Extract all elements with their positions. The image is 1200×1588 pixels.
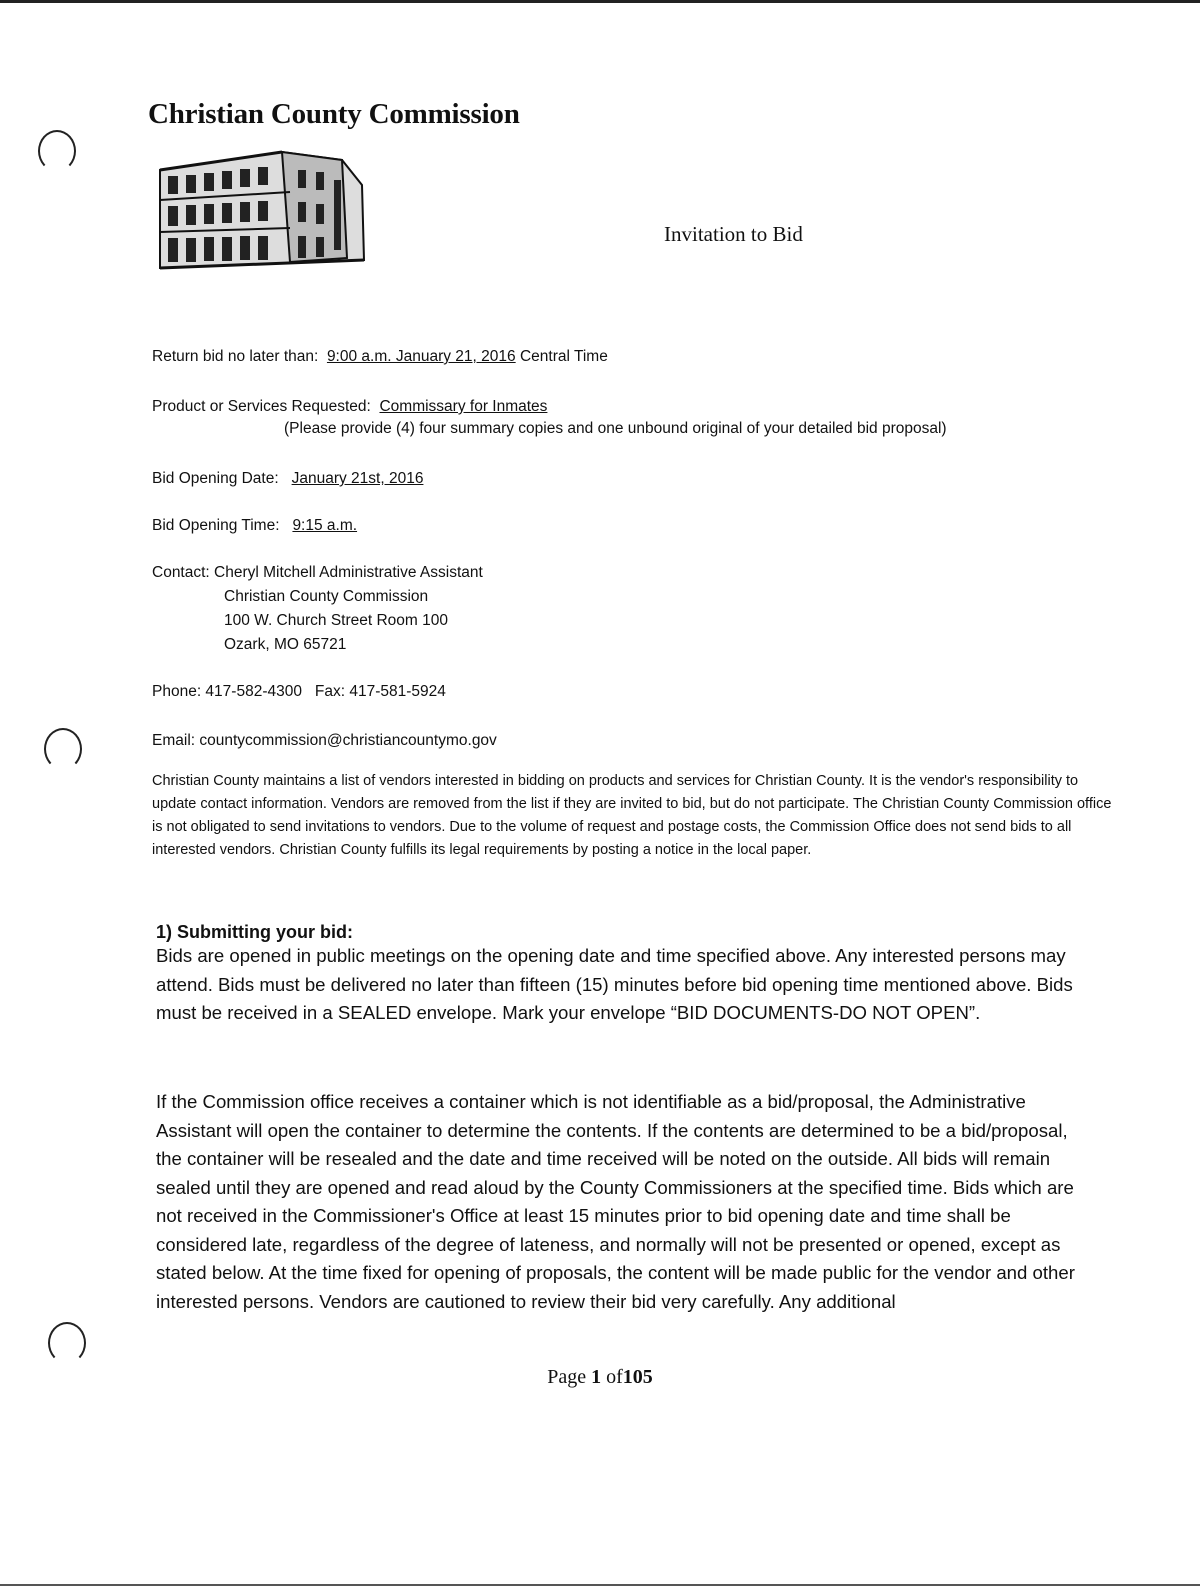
opening-time-value: 9:15 a.m. xyxy=(292,517,358,534)
punch-hole-top xyxy=(38,130,76,172)
product-note: (Please provide (4) four summary copies and one unbound original of your detailed bid proposal) xyxy=(284,420,947,437)
opening-date-value: January 21st, 2016 xyxy=(291,470,424,487)
phone-fax-line xyxy=(152,683,446,701)
phone-number: Phone: 417-582-4300 xyxy=(152,683,302,700)
contact-city: Ozark, MO 65721 xyxy=(224,636,347,653)
bottom-border-line xyxy=(0,1584,1200,1586)
punch-hole-middle xyxy=(44,728,82,770)
contact-field xyxy=(152,564,483,582)
punch-hole-bottom xyxy=(48,1322,86,1364)
page-title: Christian County Commission xyxy=(148,98,520,130)
fax-number: Fax: 417-581-5924 xyxy=(314,683,446,700)
section-paragraph-1: Bids are opened in public meetings on the opening date and time specified above. Any interested persons may attend. Bids must be delivered no later than fifteen (15) minutes before bid opening time mentioned above. Bids must be received in a SEALED envelope. Mark your envelope “BID DOCUMENTS-DO NOT OPEN”. xyxy=(156,945,1073,1023)
contact-name: Cheryl Mitchell Administrative Assistant xyxy=(214,564,483,581)
section-heading: 1) Submitting your bid: xyxy=(156,922,353,942)
top-border-line xyxy=(0,0,1200,3)
vendor-list-notice: Christian County maintains a list of vendors interested in bidding on products and services for Christian County. It is the vendor's responsibility to update contact information. Vendors are removed from the list if they are invited to bid, but do not participate. The Christian County Commission office is not obligated to send invitations to vendors. Due to the volume of request and postage costs, the Commission Office does not send bids to all interested vendors. Christian County fulfills its legal requirements by posting a notice in the local paper. xyxy=(152,773,1112,858)
product-value: Commissary for Inmates xyxy=(379,398,548,415)
email-address: Email: countycommission@christiancountymo.gov xyxy=(152,732,497,749)
contact-office: Christian County Commission xyxy=(224,588,429,605)
opening-time-label: Bid Opening Time: xyxy=(152,517,280,534)
page-current: 1 xyxy=(591,1366,602,1388)
document-type-heading: Invitation to Bid xyxy=(664,222,803,246)
courthouse-logo xyxy=(152,140,370,280)
page-total: 105 xyxy=(622,1366,653,1388)
section-paragraph-2: If the Commission office receives a container which is not identifiable as a bid/proposal, the Administrative Assistant will open the container to determine the contents. If the contents are determined to be a bid/proposal, the container will be resealed and the date and time received will be noted on the outside. All bids will remain sealed until they are opened and read aloud by the County Commissioners at the specified time. Bids which are not received in the Commissioner's Office at least 15 minutes prior to bid opening date and time shall be considered late, regardless of the degree of lateness, and normally will not be presented or opened, except as stated below. At the time fixed for opening of proposals, the content will be made public for the vendor and other interested persons. Vendors are cautioned to review their bid very carefully. Any additional xyxy=(156,1091,1075,1312)
product-label: Product or Services Requested: xyxy=(152,398,371,415)
opening-date-label: Bid Opening Date: xyxy=(152,470,279,487)
contact-street: 100 W. Church Street Room 100 xyxy=(224,612,449,629)
contact-label: Contact: xyxy=(152,564,210,581)
return-bid-suffix: Central Time xyxy=(519,348,608,365)
page-of: of xyxy=(606,1366,623,1388)
opening-date-field xyxy=(152,470,423,488)
page-number xyxy=(0,1366,1200,1389)
return-bid-field xyxy=(152,348,608,366)
return-bid-label: Return bid no later than: xyxy=(152,348,319,365)
opening-time-field xyxy=(152,517,357,535)
page-prefix: Page xyxy=(547,1366,587,1388)
return-bid-value: 9:00 a.m. January 21, 2016 xyxy=(326,348,516,365)
product-field xyxy=(152,398,547,416)
